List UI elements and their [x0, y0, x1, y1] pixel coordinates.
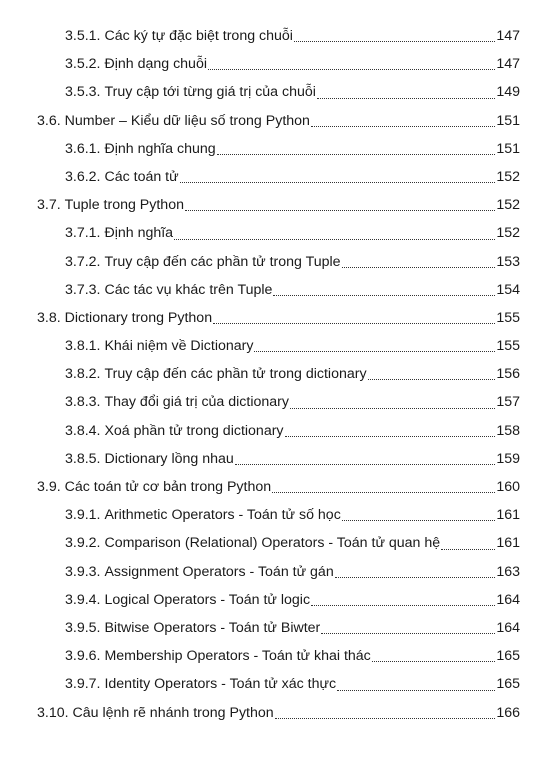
toc-entry-page: 154 [496, 281, 520, 298]
toc-entry-title: Membership Operators - Toán tử khai thác [104, 648, 371, 665]
toc-entry-page: 165 [496, 648, 520, 665]
toc-entry-title: Định nghĩa [104, 225, 174, 242]
toc-entry-number: 3.8.5. [65, 450, 101, 467]
dot-leader [180, 181, 496, 183]
toc-entry-number: 3.7.3. [65, 281, 101, 298]
toc-entry-page: 164 [496, 619, 520, 636]
toc-entry-page: 166 [496, 704, 520, 721]
toc-entry-page: 153 [496, 253, 520, 270]
toc-entry[interactable] [0, 670, 557, 698]
dot-leader [208, 68, 495, 70]
dot-leader [372, 660, 496, 662]
toc-entry-number: 3.6.1. [65, 140, 101, 157]
toc-entry-title: Truy cập đến các phần tử trong Tuple [104, 253, 341, 270]
toc-entry-title: Các ký tự đặc biệt trong chuỗi [104, 28, 293, 44]
dot-leader [217, 153, 496, 155]
toc-entry-title: Dictionary trong Python [64, 309, 213, 326]
dot-leader [317, 97, 495, 99]
toc-entry[interactable] [0, 219, 557, 247]
toc-entry-number: 3.6.2. [65, 168, 101, 185]
toc-entry-number: 3.5.2. [65, 56, 101, 73]
toc-entry-number: 3.7. [37, 197, 61, 214]
toc-entry[interactable] [0, 276, 557, 304]
toc-entry-title: Dictionary lồng nhau [104, 450, 234, 467]
toc-entry-title: Bitwise Operators - Toán tử Biwter [104, 619, 321, 636]
toc-entry-page: 152 [496, 225, 520, 242]
toc-entry-number: 3.7.1. [65, 225, 101, 242]
dot-leader [311, 125, 495, 127]
toc-entry-page: 156 [496, 366, 520, 383]
toc-entry-title: Truy cập tới từng giá trị của chuỗi [104, 84, 316, 101]
toc-entry[interactable] [0, 50, 557, 78]
toc-entry-number: 3.8.4. [65, 422, 101, 439]
toc-entry-title: Arithmetic Operators - Toán tử số học [104, 507, 341, 524]
dot-leader [368, 378, 496, 380]
toc-entry-page: 151 [496, 112, 520, 129]
dot-leader [273, 294, 495, 296]
dot-leader [272, 491, 495, 493]
dot-leader [342, 266, 496, 268]
toc-entry-page: 159 [496, 450, 520, 467]
toc-entry-title: Các tác vụ khác trên Tuple [104, 281, 273, 298]
dot-leader [441, 548, 495, 550]
toc-entry[interactable] [0, 332, 557, 360]
toc-entry-page: 164 [496, 591, 520, 608]
toc-entry-page: 161 [496, 535, 520, 552]
toc-entry-title: Logical Operators - Toán tử logic [104, 591, 311, 608]
dot-leader [254, 350, 495, 352]
toc-entry-page: 155 [496, 309, 520, 326]
toc-entry[interactable] [0, 501, 557, 529]
toc-entry[interactable] [0, 558, 557, 586]
toc-entry[interactable] [0, 586, 557, 614]
dot-leader [311, 604, 495, 606]
toc-entry[interactable] [0, 78, 557, 106]
toc-entry-title: Thay đổi giá trị của dictionary [104, 394, 289, 411]
dot-leader [285, 435, 496, 437]
dot-leader [321, 632, 495, 634]
dot-leader [235, 463, 496, 465]
toc-entry[interactable] [0, 304, 557, 332]
toc-entry-page: 152 [496, 197, 520, 214]
toc-entry-number: 3.6. [37, 112, 61, 129]
dot-leader [335, 576, 496, 578]
toc-entry-page: 163 [496, 563, 520, 580]
toc-entry-title: Identity Operators - Toán tử xác thực [104, 676, 337, 693]
dot-leader [294, 40, 495, 42]
dot-leader [185, 209, 495, 211]
toc-entry-page: 160 [496, 479, 520, 495]
toc-entry-number: 3.9. [37, 479, 61, 495]
toc-entry-number: 3.5.3. [65, 84, 101, 101]
toc-entry-page: 151 [496, 140, 520, 157]
toc-entry[interactable] [0, 699, 557, 727]
toc-entry-page: 147 [496, 28, 520, 44]
toc-entry[interactable] [0, 163, 557, 191]
toc-entry-page: 155 [496, 338, 520, 355]
toc-entry-title: Các toán tử cơ bản trong Python [64, 479, 272, 495]
toc-entry[interactable] [0, 614, 557, 642]
dot-leader [342, 519, 496, 521]
toc-entry-title: Number – Kiểu dữ liệu số trong Python [64, 112, 310, 129]
toc-entry-title: Tuple trong Python [64, 197, 184, 214]
dot-leader [337, 689, 495, 691]
toc-entry-number: 3.9.3. [65, 563, 101, 580]
toc-entry-page: 158 [496, 422, 520, 439]
toc-entry-title: Định dạng chuỗi [104, 56, 207, 73]
dot-leader [275, 717, 496, 719]
toc-entry-page: 149 [496, 84, 520, 101]
toc-entry-number: 3.8.1. [65, 338, 101, 355]
dot-leader [290, 407, 495, 409]
toc-entry-number: 3.7.2. [65, 253, 101, 270]
toc-entry-title: Định nghĩa chung [104, 140, 216, 157]
toc-entry[interactable] [0, 417, 557, 445]
toc-entry-number: 3.9.2. [65, 535, 101, 552]
dot-leader [213, 322, 495, 324]
toc-entry[interactable] [0, 248, 557, 276]
toc-entry-number: 3.9.7. [65, 676, 101, 693]
toc-entry-page: 165 [496, 676, 520, 693]
toc-entry[interactable] [0, 473, 557, 501]
toc-entry[interactable] [0, 360, 557, 388]
toc-entry-title: Khái niệm về Dictionary [104, 338, 254, 355]
toc-entry-title: Xoá phần tử trong dictionary [104, 422, 284, 439]
toc-entry-number: 3.9.6. [65, 648, 101, 665]
toc-entry-page: 152 [496, 168, 520, 185]
toc-entry-page: 147 [496, 56, 520, 73]
toc-entry[interactable] [0, 107, 557, 135]
toc-entry[interactable] [0, 642, 557, 670]
toc-entry-number: 3.8.3. [65, 394, 101, 411]
toc-entry[interactable] [0, 191, 557, 219]
toc-entry-title: Comparison (Relational) Operators - Toán tử quan hệ [104, 535, 441, 552]
toc-entry-number: 3.5.1. [65, 28, 101, 44]
toc-entry-title: Assignment Operators - Toán tử gán [104, 563, 334, 580]
toc-entry[interactable] [0, 445, 557, 473]
toc-entry-number: 3.10. [37, 704, 69, 721]
dot-leader [174, 238, 495, 240]
toc-entry-number: 3.9.1. [65, 507, 101, 524]
toc-entry[interactable] [0, 22, 557, 50]
toc-entry-number: 3.9.5. [65, 619, 101, 636]
toc-entry-page: 161 [496, 507, 520, 524]
toc-entry-title: Các toán tử [104, 168, 179, 185]
toc-entry[interactable] [0, 529, 557, 557]
toc-entry-number: 3.9.4. [65, 591, 101, 608]
table-of-contents [0, 22, 557, 727]
toc-entry-number: 3.8. [37, 309, 61, 326]
toc-entry-number: 3.8.2. [65, 366, 101, 383]
toc-entry-title: Truy cập đến các phần tử trong dictionary [104, 366, 367, 383]
toc-entry[interactable] [0, 388, 557, 416]
toc-entry-title: Câu lệnh rẽ nhánh trong Python [72, 704, 274, 721]
toc-entry-page: 157 [496, 394, 520, 411]
toc-entry[interactable] [0, 135, 557, 163]
